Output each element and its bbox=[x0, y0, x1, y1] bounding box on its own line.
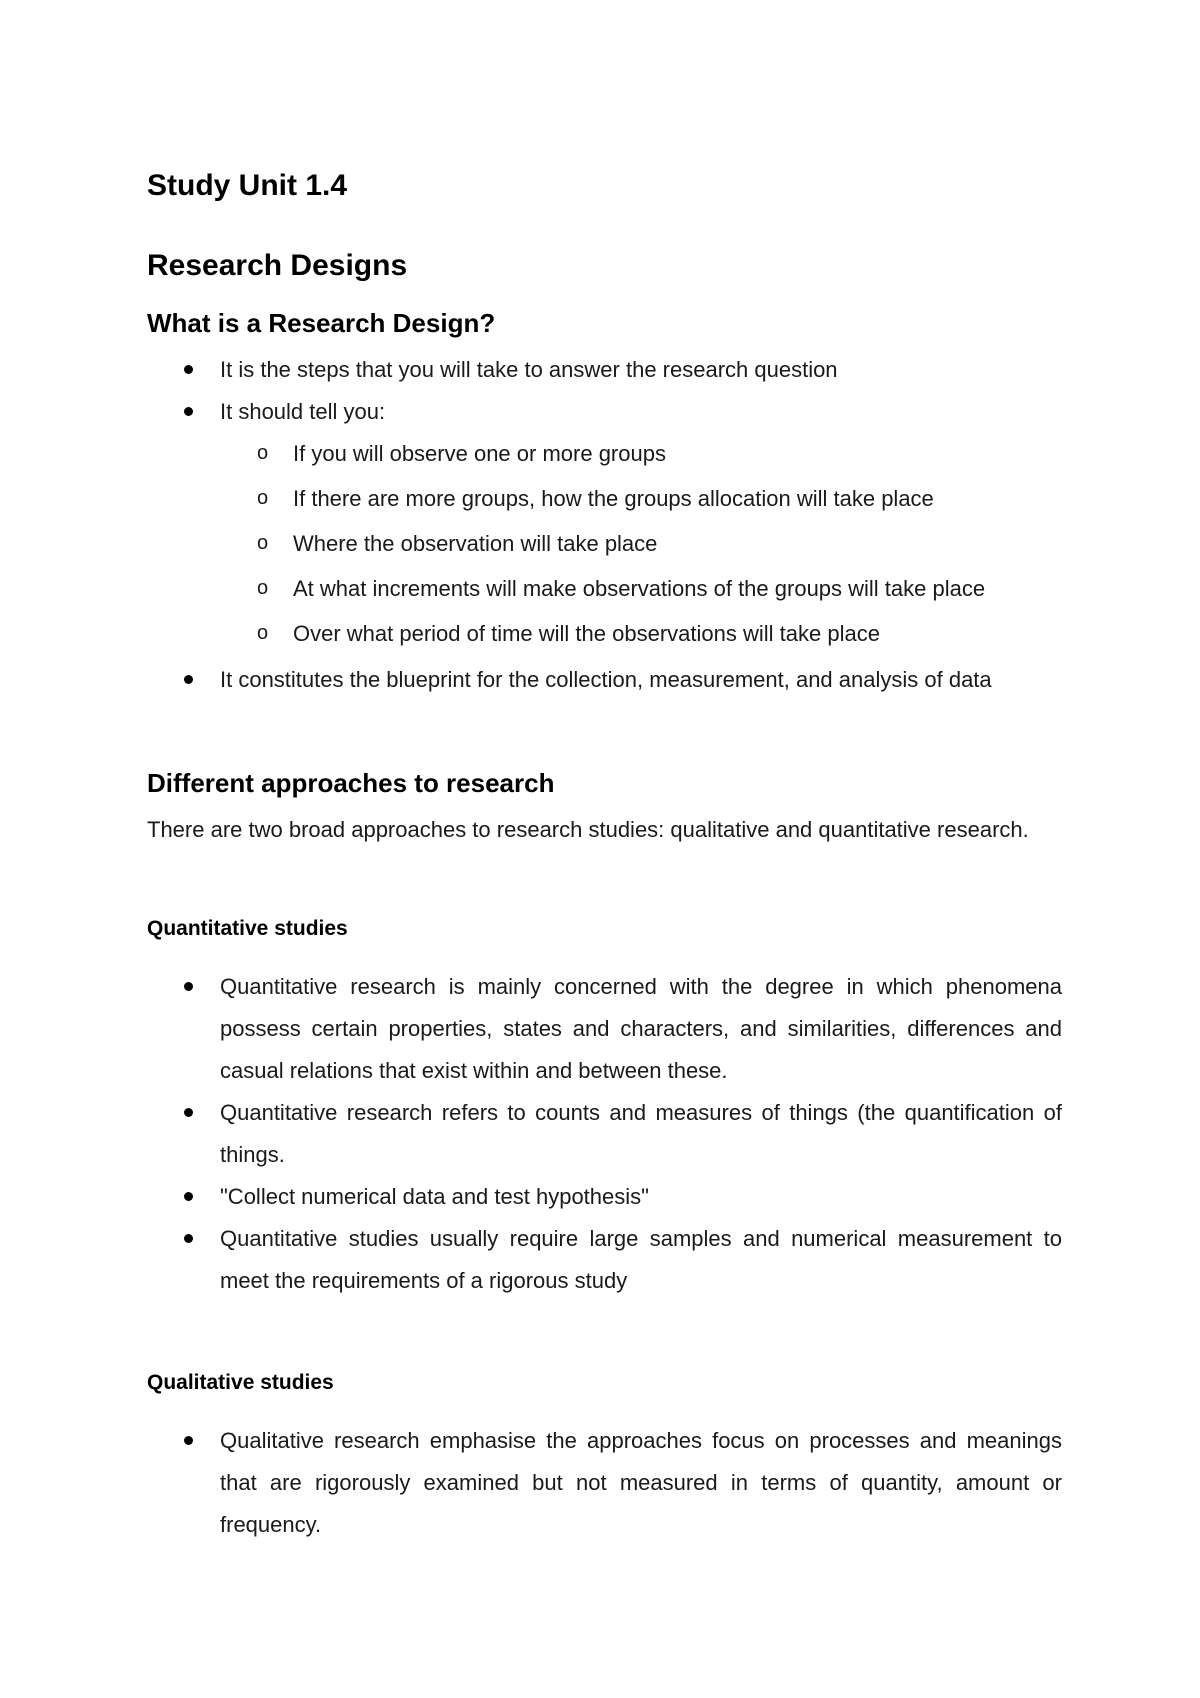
sub-list-item bbox=[147, 476, 1062, 521]
list-item-text: It constitutes the blueprint for the collection, measurement, and analysis of data bbox=[220, 667, 992, 692]
list-item bbox=[147, 1420, 1062, 1546]
list-item-text: Quantitative studies usually require large samples and numerical measurement to meet the requirements of a rigorous study bbox=[220, 1226, 1062, 1293]
sub-list-item-text: If there are more groups, how the groups allocation will take place bbox=[293, 486, 934, 511]
subheading-quantitative: Quantitative studies bbox=[147, 917, 348, 940]
bullet-icon bbox=[184, 407, 193, 416]
list-item-text: It is the steps that you will take to answer the research question bbox=[220, 357, 838, 382]
bullet-icon bbox=[184, 1234, 193, 1243]
list-item-text: It should tell you: bbox=[220, 399, 386, 424]
circle-bullet-icon: o bbox=[257, 442, 269, 464]
bullet-icon bbox=[184, 1108, 193, 1117]
sub-list-item bbox=[147, 521, 1062, 566]
bullet-icon bbox=[184, 365, 193, 374]
approaches-intro: There are two broad approaches to research studies: qualitative and quantitative research. bbox=[147, 817, 1029, 842]
sub-list-item bbox=[147, 566, 1062, 611]
list-item bbox=[147, 1218, 1062, 1302]
circle-bullet-icon: o bbox=[257, 487, 269, 509]
research-design-list bbox=[147, 349, 1062, 433]
sub-list-item-text: If you will observe one or more groups bbox=[293, 441, 666, 466]
unit-title: Study Unit 1.4 bbox=[147, 169, 348, 202]
list-item-text: Quantitative research is mainly concerned with the degree in which phenomena possess certain properties, states and characters, and similarities, differences and casual relations that exist within and between these. bbox=[220, 974, 1062, 1083]
qualitative-list bbox=[147, 1420, 1062, 1546]
circle-bullet-icon: o bbox=[257, 532, 269, 554]
sub-list-item-text: At what increments will make observations of the groups will take place bbox=[293, 576, 986, 601]
list-item-text: Quantitative research refers to counts and measures of things (the quantification of things. bbox=[220, 1100, 1062, 1167]
list-item bbox=[147, 349, 1062, 391]
bullet-icon bbox=[184, 1436, 193, 1445]
list-item bbox=[147, 659, 1062, 701]
subheading-qualitative: Qualitative studies bbox=[147, 1371, 334, 1394]
sub-list-item-text: Where the observation will take place bbox=[293, 531, 658, 556]
section-heading-research-design: What is a Research Design? bbox=[147, 308, 496, 338]
list-item bbox=[147, 966, 1062, 1092]
list-item bbox=[147, 1176, 1062, 1218]
list-item-text: "Collect numerical data and test hypothesis" bbox=[220, 1184, 649, 1209]
main-title: Research Designs bbox=[147, 249, 408, 282]
sub-list-item bbox=[147, 611, 1062, 656]
bullet-icon bbox=[184, 982, 193, 991]
circle-bullet-icon: o bbox=[257, 577, 269, 599]
tell-you-sublist bbox=[147, 431, 1062, 656]
blueprint-list bbox=[147, 659, 1062, 701]
sub-list-item bbox=[147, 431, 1062, 476]
list-item-text: Qualitative research emphasise the approaches focus on processes and meanings that are rigorously examined but not measured in terms of quantity, amount or frequency. bbox=[220, 1428, 1062, 1537]
quantitative-list bbox=[147, 966, 1062, 1302]
list-item bbox=[147, 391, 1062, 433]
section-heading-approaches: Different approaches to research bbox=[147, 768, 555, 798]
bullet-icon bbox=[184, 675, 193, 684]
bullet-icon bbox=[184, 1192, 193, 1201]
circle-bullet-icon: o bbox=[257, 622, 269, 644]
list-item bbox=[147, 1092, 1062, 1176]
sub-list-item-text: Over what period of time will the observations will take place bbox=[293, 621, 880, 646]
